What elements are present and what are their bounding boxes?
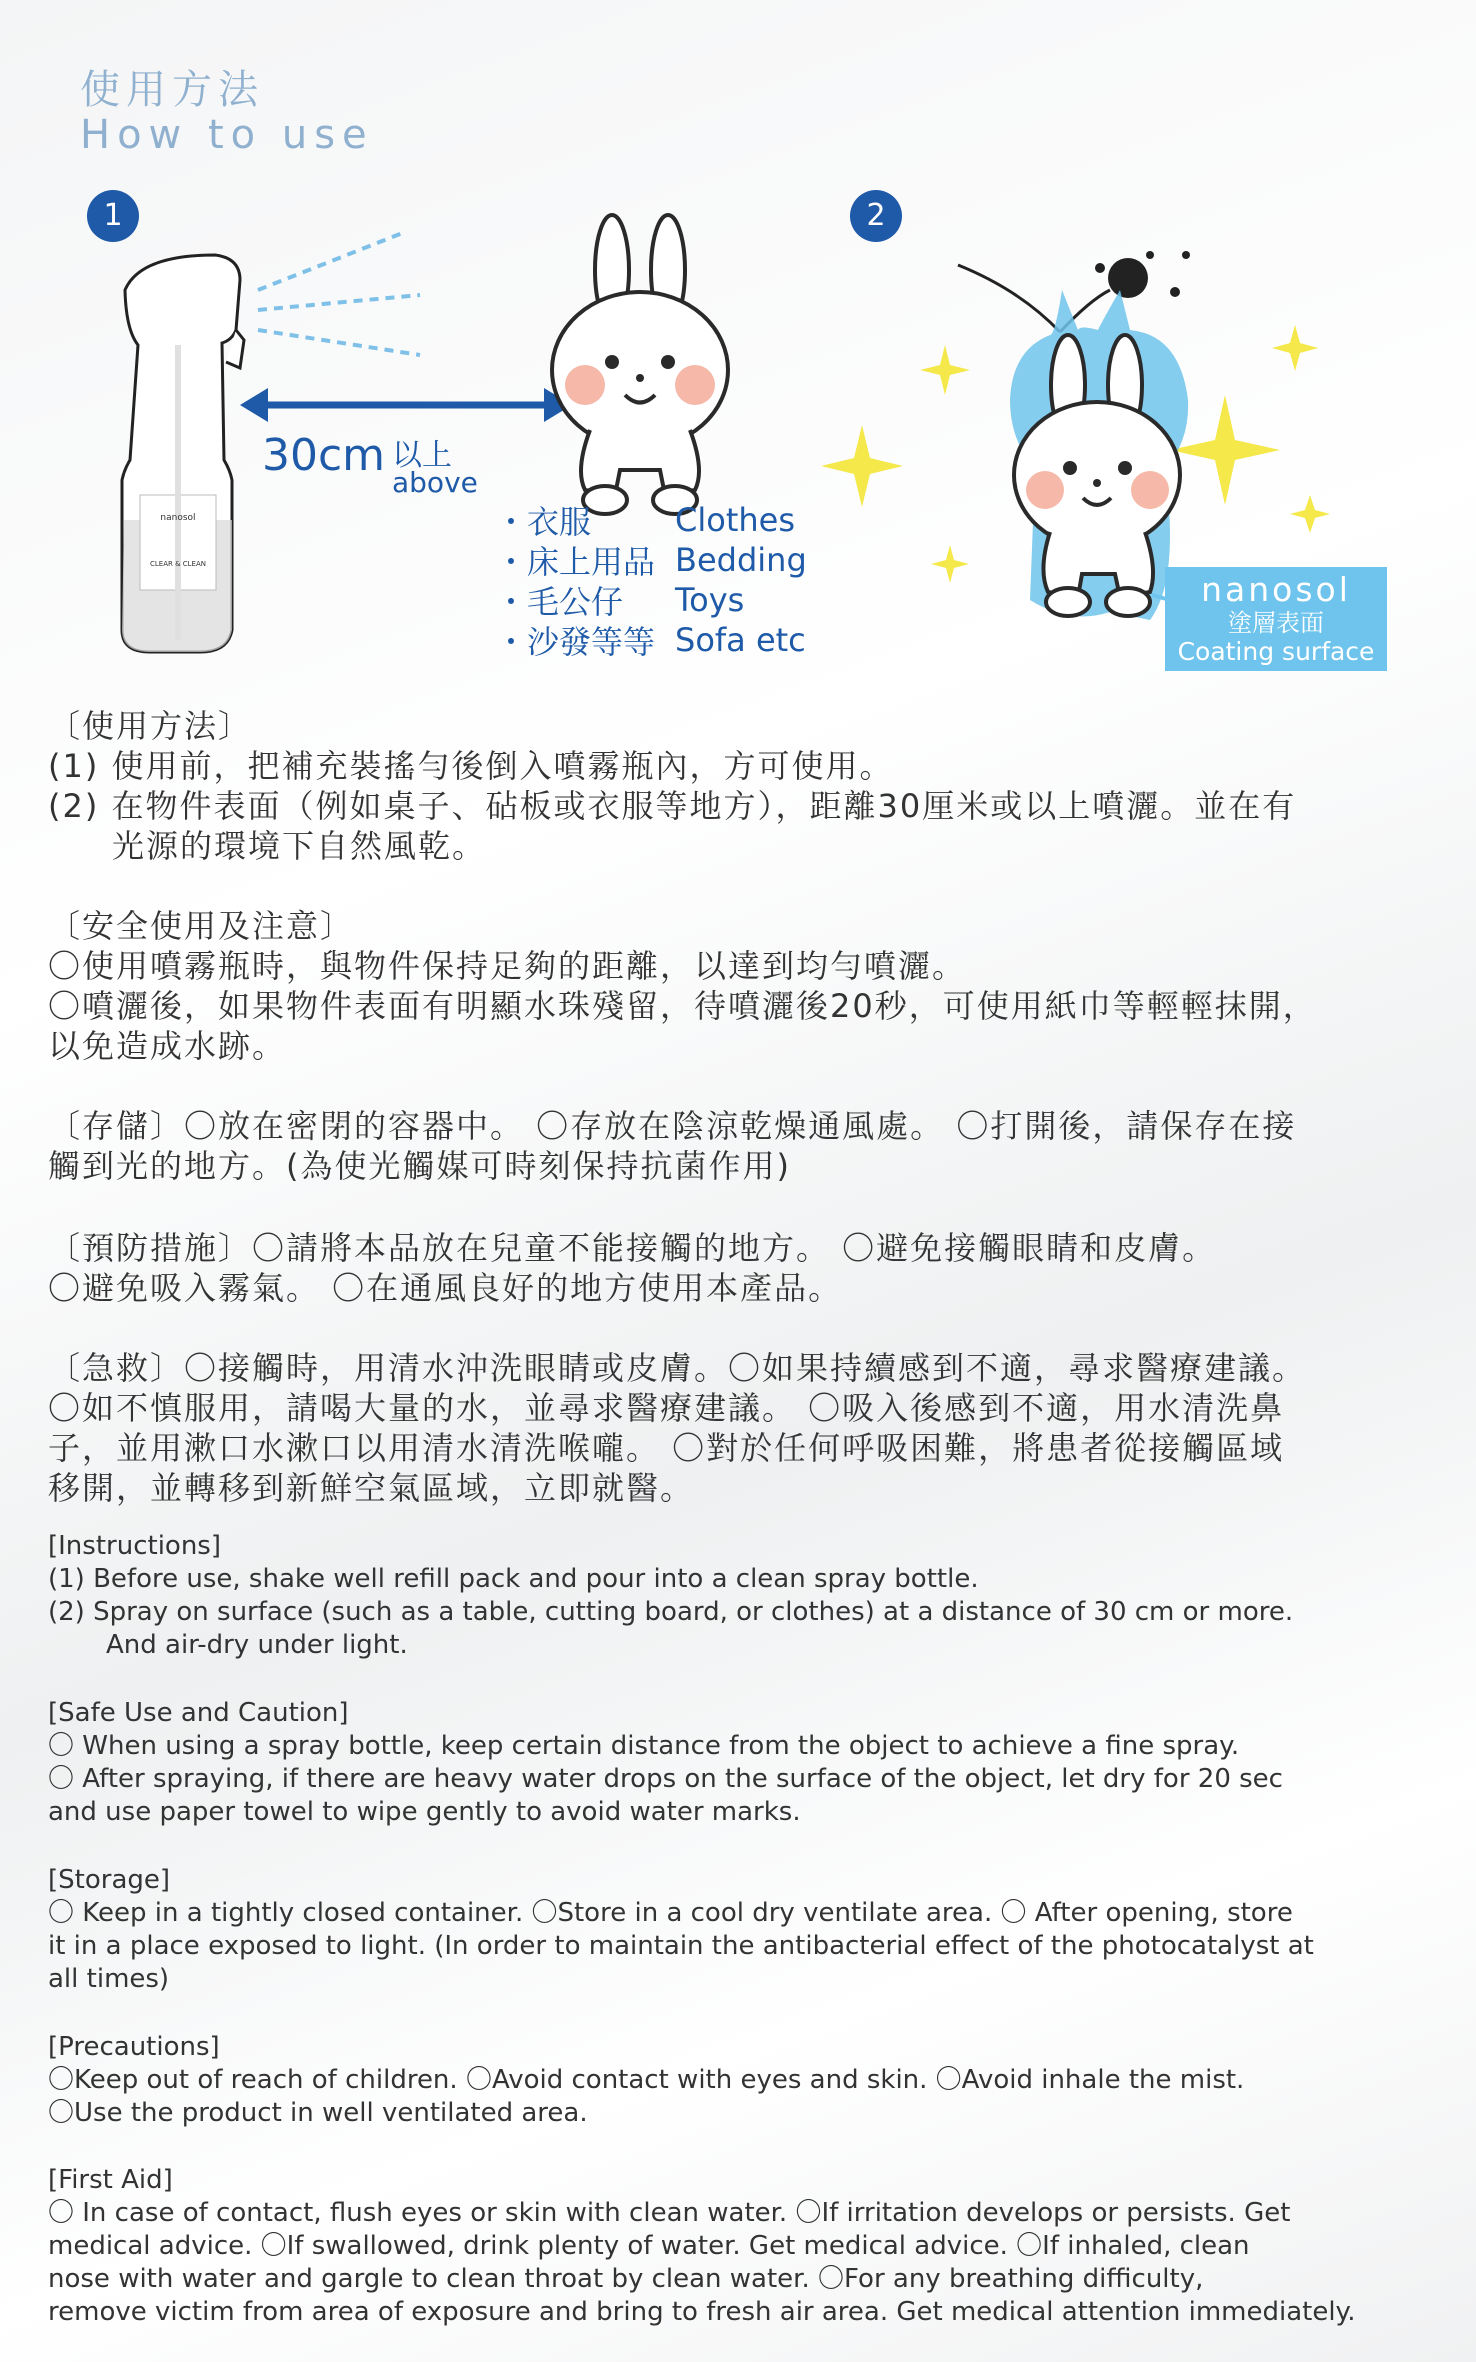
coating-surface-badge [1165,567,1387,671]
section-heading: [Precautions] [48,2032,220,2062]
en-safety-section [48,1697,1448,1829]
bottle-brand: nanosol [160,513,196,523]
zh-safety-section [48,906,1438,1066]
paragraph: 〇Use the product in well ventilated area. [48,2098,588,2128]
paragraph: 〇如不慎服用，請喝大量的水，並尋求醫療建議。 〇吸入後感到不適，用水清洗鼻 [48,1389,1285,1427]
paragraph: 子，並用漱口水漱口以用清水清洗喉嚨。 〇對於任何呼吸困難，將患者從接觸區域 [48,1429,1285,1467]
paragraph: 〇 In case of contact, flush eyes or skin with clean water. 〇If irritation develops or persists. Get [48,2198,1291,2228]
distance-label-zh: 以上 [392,438,452,473]
distance-arrow-icon [240,388,572,422]
distance-value: 30cm [262,430,386,481]
paragraph: 〇Keep out of reach of children. 〇Avoid contact with eyes and skin. 〇Avoid inhale the mist. [48,2065,1245,2095]
paragraph: medical advice. 〇If swallowed, drink plenty of water. Get medical advice. 〇If inhaled, clean [48,2231,1250,2261]
paragraph: 以免造成水跡。 [48,1027,287,1065]
paragraph: 〇使用噴霧瓶時，與物件保持足夠的距離，以達到均勻噴灑。 [48,947,967,985]
paragraph: (2) Spray on surface (such as a table, cutting board, or clothes) at a distance of 30 cm or more. [48,1597,1294,1627]
paragraph: (1) Before use, shake well refill pack and pour into a clean spray bottle. [48,1564,979,1594]
paragraph: (1) 使用前，把補充裝搖勻後倒入噴霧瓶內，方可使用。 [48,747,894,785]
paragraph: (2) 在物件表面（例如桌子、砧板或衣服等地方），距離30厘米或以上噴灑。並在有 [48,787,1297,825]
paragraph: 觸到光的地方。(為使光觸媒可時刻保持抗菌作用) [48,1147,791,1185]
list-item: ・衣服 Clothes [495,501,795,541]
paragraph: all times) [48,1964,170,1994]
step-1-badge: 1 [87,190,139,242]
badge-label-zh: 塗層表面 [1228,609,1324,637]
page-title-zh: 使用方法 [80,67,264,113]
paragraph: 〇避免吸入霧氣。 〇在通風良好的地方使用本產品。 [48,1269,843,1307]
bunny-mascot-icon [552,215,728,514]
list-item: ・床上用品 Bedding [495,541,807,581]
badge-brand: nanosol [1201,570,1351,609]
paragraph: And air-dry under light. [106,1630,408,1660]
paragraph: 〔預防措施〕〇請將本品放在兒童不能接觸的地方。 〇避免接觸眼睛和皮膚。 [48,1229,1217,1267]
applicable-items-list [495,500,807,660]
section-heading: 〔安全使用及注意〕 [48,907,355,945]
badge-label-en: Coating surface [1177,637,1375,666]
paragraph: 移開，並轉移到新鮮空氣區域，立即就醫。 [48,1469,695,1507]
section-heading: [First Aid] [48,2165,173,2195]
en-precautions-section [48,2031,1448,2130]
germ-icon [958,251,1190,332]
zh-prevention-section [48,1228,1438,1308]
bottle-label: CLEAR & CLEAN [149,560,207,568]
en-storage-section [48,1864,1448,1996]
spray-bottle-icon [122,255,244,652]
paragraph: 〇 When using a spray bottle, keep certain distance from the object to achieve a fine spray. [48,1731,1240,1761]
section-heading: [Safe Use and Caution] [48,1698,349,1728]
list-item: ・毛公仔 Toys [495,581,745,621]
zh-usage-section [48,706,1438,866]
page-title-en: How to use [80,112,374,158]
paragraph: nose with water and gargle to clean throat by clean water. 〇For any breathing difficulty, [48,2264,1204,2294]
step-2-badge: 2 [850,190,902,242]
paragraph: 〔急救〕〇接觸時，用清水沖洗眼睛或皮膚。〇如果持續感到不適，尋求醫療建議。 [48,1349,1307,1387]
list-item: ・沙發等等 Sofa etc [495,621,806,661]
paragraph: and use paper towel to wipe gently to avoid water marks. [48,1797,801,1827]
zh-storage-section [48,1106,1438,1186]
paragraph: 〇 Keep in a tightly closed container. 〇Store in a cool dry ventilate area. 〇 After opening, store [48,1898,1293,1928]
distance-label-en: above [392,466,478,499]
paragraph: 〔存儲〕〇放在密閉的容器中。 〇存放在陰涼乾燥通風處。 〇打開後，請保存在接 [48,1107,1297,1145]
paragraph: 光源的環境下自然風乾。 [112,827,487,865]
paragraph: 〇噴灑後，如果物件表面有明顯水珠殘留，待噴灑後20秒，可使用紙巾等輕輕抹開， [48,987,1317,1025]
section-heading: [Storage] [48,1865,171,1895]
paragraph: it in a place exposed to light. (In order to maintain the antibacterial effect of the photocatalyst at [48,1931,1314,1961]
paragraph: 〇 After spraying, if there are heavy water drops on the surface of the object, let dry for 20 sec [48,1764,1283,1794]
zh-firstaid-section [48,1348,1438,1508]
section-heading: [Instructions] [48,1531,221,1561]
section-heading: 〔使用方法〕 [48,707,253,745]
en-instructions-section [48,1530,1448,1662]
paragraph: remove victim from area of exposure and bring to fresh air area. Get medical attention immediately. [48,2297,1356,2327]
coated-bunny-icon [1010,290,1188,620]
en-firstaid-section [48,2164,1448,2329]
spray-mist-lines [258,232,420,355]
